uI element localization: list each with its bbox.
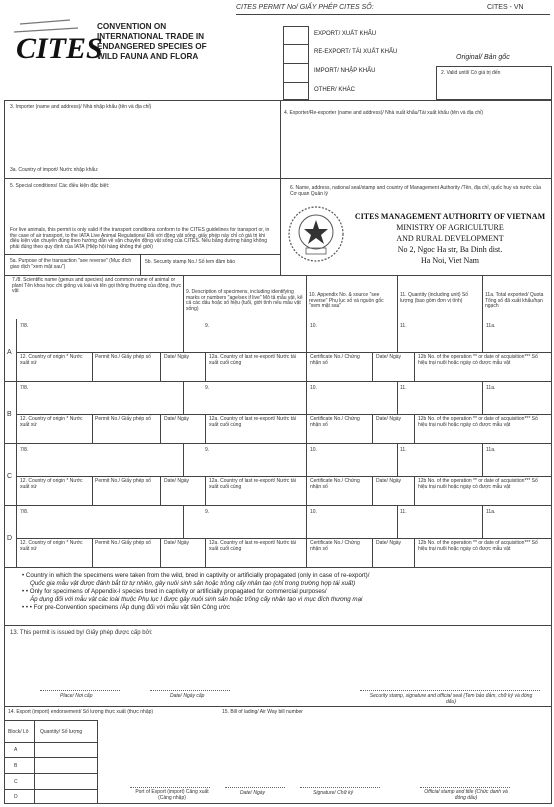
- issued-by-label: 13. This permit is issued by/ Giấy phép được cấp bởi:: [10, 630, 153, 636]
- field-permit-no[interactable]: Permit No./ Giấy phép số: [95, 416, 151, 422]
- cites-logo: [8, 18, 103, 65]
- field-country-reexport[interactable]: 12a. Country of last re-export/ Nước tái xuất cuối cùng: [209, 416, 296, 428]
- exporter-label: 4. Exporter/Re-exporter (name and address)/ Nhà xuất khẩu/Tái xuất khẩu (tên và địa chỉ): [284, 110, 483, 116]
- footer-date-label: Date/ Ngày: [240, 790, 266, 796]
- block-row-d: D: [14, 794, 18, 800]
- convention-title: CONVENTION ON INTERNATIONAL TRADE IN ENDANGERED SPECIES OF WILD FAUNA AND FLORA: [97, 22, 207, 61]
- field-total-exported[interactable]: 11a.: [486, 509, 496, 515]
- field-permit-no[interactable]: Permit No./ Giấy phép số: [95, 540, 151, 546]
- signature-label: Signature/ Chữ ký: [313, 790, 354, 796]
- svg-text:CITES: CITES: [16, 32, 103, 65]
- block-row-c: C: [14, 779, 18, 785]
- field-certificate-date[interactable]: Date/ Ngày: [376, 416, 402, 422]
- date-issued-label: Date/ Ngày cấp: [170, 693, 205, 699]
- field-operation-no[interactable]: 12b No. of the operation ** or date of acquisition*** Số hiệu trại nuôi hoặc ngày có được mẫu vật: [418, 540, 538, 552]
- quantity-header: Quantity/ Số lượng: [40, 729, 83, 735]
- field-total-exported[interactable]: 11a.: [486, 385, 496, 391]
- security-stamp-label: 5b. Security stamp No./ Số tem đảm bảo: [145, 259, 236, 265]
- field-quantity[interactable]: 11.: [400, 323, 407, 329]
- block-row-a: A: [14, 747, 18, 753]
- field-appendix[interactable]: 10.: [310, 385, 317, 391]
- field-scientific-name[interactable]: 7/8.: [20, 323, 29, 329]
- field-total-exported[interactable]: 11a.: [486, 323, 496, 329]
- endorsement-label: 14. Export (import) endorsement/ Số lượng thực xuất (thực nhập): [8, 709, 154, 715]
- field-permit-date[interactable]: Date/ Ngày: [164, 540, 190, 546]
- field-certificate-no[interactable]: Certificate No./ Chứng nhận số: [310, 478, 360, 490]
- place-label: Place/ Nơi cấp: [60, 693, 93, 699]
- col-quantity: 11. Quantity (including unit) Số lượng (bao gồm đơn vị tính): [400, 292, 469, 304]
- type-reexport[interactable]: RE-EXPORT/ TÁI XUẤT KHẨU: [314, 49, 398, 55]
- field-permit-date[interactable]: Date/ Ngày: [164, 416, 190, 422]
- field-country-origin[interactable]: 12. Country of origin * Nước xuất xứ: [20, 354, 83, 366]
- field-permit-date[interactable]: Date/ Ngày: [164, 478, 190, 484]
- field-scientific-name[interactable]: 7/8.: [20, 385, 29, 391]
- field-description[interactable]: 9.: [205, 509, 210, 515]
- row-letter-a: A: [7, 349, 12, 356]
- block-header: Block/ Lô: [8, 729, 29, 735]
- field-quantity[interactable]: 11.: [400, 509, 407, 515]
- field-certificate-no[interactable]: Certificate No./ Chứng nhận số: [310, 540, 360, 552]
- field-country-reexport[interactable]: 12a. Country of last re-export/ Nước tái xuất cuối cùng: [209, 478, 296, 490]
- field-permit-no[interactable]: Permit No./ Giấy phép số: [95, 354, 151, 360]
- field-permit-date[interactable]: Date/ Ngày: [164, 354, 190, 360]
- type-other[interactable]: OTHER/ KHÁC: [314, 87, 356, 93]
- field-country-origin[interactable]: 12. Country of origin * Nước xuất xứ: [20, 540, 83, 552]
- row-letter-d: D: [7, 535, 13, 542]
- live-animals-note: For live animals, this permit is only valid if the transport conditions conform to the CITES guidelines for transport or, in the case of air transport, to the IATA Live Animal Regulations/ Đối với động vật sống, giấy phép này chỉ có giá trị khi điều kiện vận chuyển đúng theo hướng dẫn về vận chuyển động vật sống của CITES. Nếu bằng đường hàng không phải đúng theo quy định của IATA (Hiệp hội hàng không thế giới): [10, 227, 270, 250]
- row-letter-b: B: [7, 411, 12, 418]
- field-scientific-name[interactable]: 7/8.: [20, 447, 29, 453]
- field-total-exported[interactable]: 11a.: [486, 447, 496, 453]
- field-operation-no[interactable]: 12b No. of the operation ** or date of acquisition*** Số hiệu trại nuôi hoặc ngày có được mẫu vật: [418, 354, 538, 366]
- footnotes: • Country in which the specimens were taken from the wild, bred in captivity or artificially propagated (only in case of re-export)/ Quốc gia mẫu vật được đánh bắt từ tự nhiên, gây nuôi sinh sản hoặc trồng cấy nhân tạo (chỉ trong trường hợp tái xuất) • • Only for specimens of Appendix-I species bred in captivity or artificially propagated for commercial purposes/ Áp dụng đối với mẫu vật các loài thuộc Phụ lục I được gây nuôi sinh sản hoặc trồng cấy nhân tạo vì mục đích thương mại • • • For pre-Convention specimens /Áp dụng đối với mẫu vật tiền Công ước: [22, 572, 370, 611]
- field-description[interactable]: 9.: [205, 447, 210, 453]
- field-country-reexport[interactable]: 12a. Country of last re-export/ Nước tái xuất cuối cùng: [209, 540, 296, 552]
- field-operation-no[interactable]: 12b No. of the operation ** or date of acquisition*** Số hiệu trại nuôi hoặc ngày có được mẫu vật: [418, 478, 538, 490]
- field-certificate-date[interactable]: Date/ Ngày: [376, 478, 402, 484]
- block-row-b: B: [14, 763, 18, 769]
- field-country-origin[interactable]: 12. Country of origin * Nước xuất xứ: [20, 478, 83, 490]
- purpose-label: 5a. Purpose of the transaction "see reverse" (Mục đích giao dịch "xem mặt sau"): [10, 258, 132, 270]
- field-permit-no[interactable]: Permit No./ Giấy phép số: [95, 478, 151, 484]
- field-country-origin[interactable]: 12. Country of origin * Nước xuất xứ: [20, 416, 83, 428]
- field-quantity[interactable]: 11.: [400, 385, 407, 391]
- field-appendix[interactable]: 10.: [310, 509, 317, 515]
- row-letter-c: C: [7, 473, 13, 480]
- field-quantity[interactable]: 11.: [400, 447, 407, 453]
- type-import[interactable]: IMPORT/ NHẬP KHẨU: [314, 68, 376, 74]
- country-code: CITES - VN: [487, 4, 524, 11]
- valid-until-label: 2. Valid until/ Có giá trị đến: [441, 70, 501, 76]
- field-certificate-date[interactable]: Date/ Ngày: [376, 354, 402, 360]
- bill-of-lading-label: 15. Bill of lading/ Air Way bill number: [222, 709, 303, 715]
- security-signature-label: Security stamp, signature and official seal (Tem bảo đảm, chữ ký và đóng dấu): [369, 693, 533, 705]
- official-stamp-label: Official stamp and title (Chức danh và đóng dấu): [424, 789, 508, 801]
- col-scientific-name: 7./8. Scientific name (genus and species) and common name of animal or plant Tên khoa học chi giống và loài và tên gọi thông thường của động, thực vật: [12, 277, 182, 295]
- authority-address: CITES MANAGEMENT AUTHORITY OF VIETNAM MINISTRY OF AGRICULTURE AND RURAL DEVELOPMENT No 2, Ngoc Ha str, Ba Dinh dist. Ha Noi, Viet Nam: [354, 212, 546, 265]
- port-label: Port of Export (import) Cảng xuất (Cảng nhập): [135, 789, 209, 801]
- field-certificate-no[interactable]: Certificate No./ Chứng nhận số: [310, 354, 360, 366]
- field-certificate-no[interactable]: Certificate No./ Chứng nhận số: [310, 416, 360, 428]
- permit-number-label: CITES PERMIT No/ GIẤY PHÉP CITES SỐ:: [236, 4, 374, 11]
- col-description: 9. Description of specimens, including identifying marks or numbers "age/sex if live" Mô tả mẫu vật, kể cả các dấu hoặc số hiệu (tuổi, giới tính nếu mẫu vật sống): [186, 289, 303, 312]
- field-description[interactable]: 9.: [205, 323, 210, 329]
- field-country-reexport[interactable]: 12a. Country of last re-export/ Nước tái xuất cuối cùng: [209, 354, 296, 366]
- national-emblem: [286, 204, 346, 264]
- original-label: Original/ Bản gốc: [456, 54, 510, 61]
- field-appendix[interactable]: 10.: [310, 323, 317, 329]
- field-operation-no[interactable]: 12b No. of the operation ** or date of acquisition*** Số hiệu trại nuôi hoặc ngày có được mẫu vật: [418, 416, 538, 428]
- field-appendix[interactable]: 10.: [310, 447, 317, 453]
- field-scientific-name[interactable]: 7/8.: [20, 509, 29, 515]
- col-total-exported: 11a. Total exported/ Quota Tổng số đã xuất khẩu/hạn ngạch: [485, 292, 544, 310]
- type-export[interactable]: EXPORT/ XUẤT KHẨU: [314, 31, 377, 37]
- field-description[interactable]: 9.: [205, 385, 210, 391]
- field-certificate-date[interactable]: Date/ Ngày: [376, 540, 402, 546]
- col-appendix: 10. Appendix No. & source "see reverse" Phụ lục số và nguồn gốc "xem mặt sau": [309, 292, 384, 310]
- country-import-label: 3a. Country of import/ Nước nhập khẩu:: [10, 167, 99, 173]
- authority-label: 6. Name, address, national seal/stamp and country of Management Authority /Tên, địa chỉ, quốc huy và nước của Cơ quan Quản lý: [290, 185, 541, 197]
- importer-label: 3. Importer (name and address)/ Nhà nhập khẩu (tên và địa chỉ): [10, 104, 152, 110]
- special-conditions-label: 5. Special conditions/ Các điều kiện đặc biệt:: [10, 183, 110, 189]
